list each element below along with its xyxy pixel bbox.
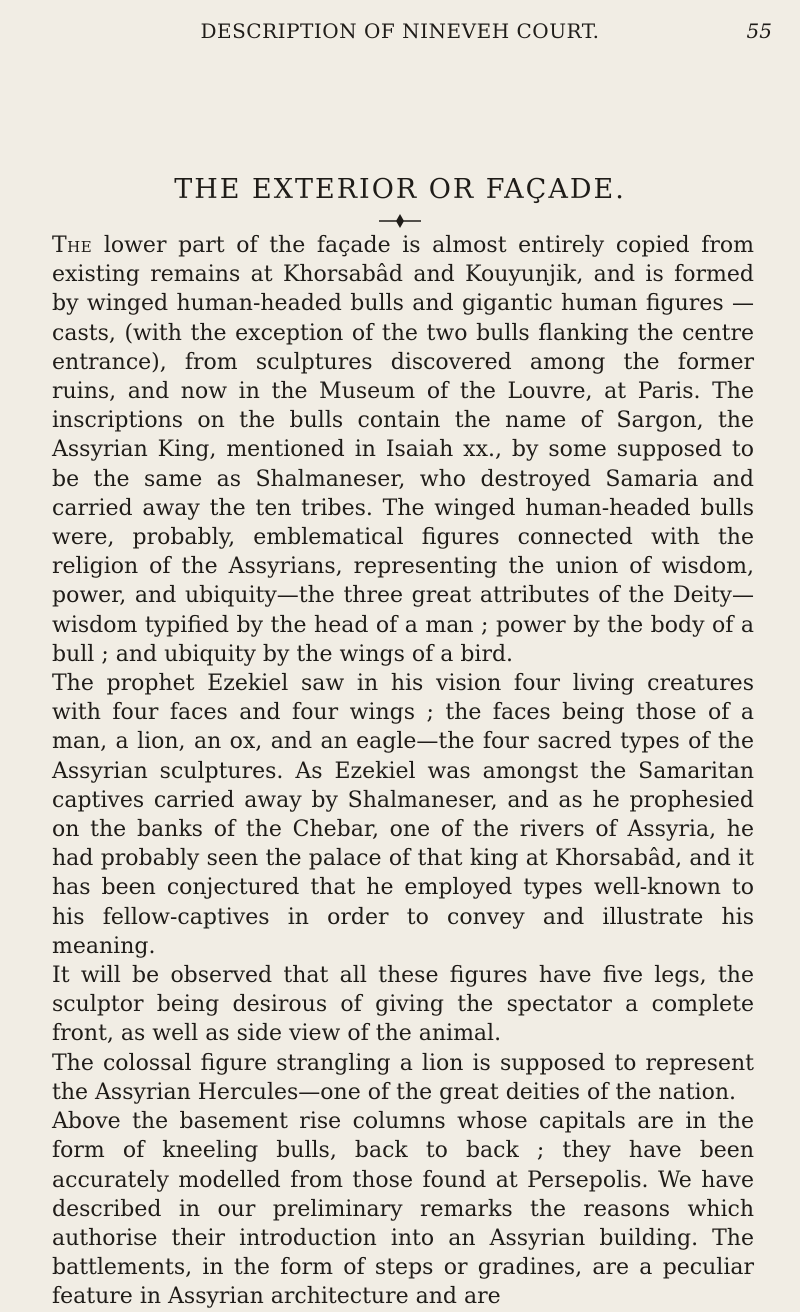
running-title: DESCRIPTION OF NINEVEH COURT. — [200, 19, 600, 43]
paragraph-3 — [52, 961, 754, 1049]
paragraph-5 — [52, 1107, 754, 1311]
section-title: THE EXTERIOR OR FAÇADE. — [174, 174, 626, 205]
paragraph-4 — [52, 1049, 754, 1107]
paragraph-1 — [52, 231, 754, 669]
paragraph-text: The colossal figure strangling a lion is supposed to represent the Assyrian Hercules—one of the great deities of the nation. — [52, 1050, 754, 1105]
diamond-rule-ornament-icon — [0, 209, 800, 233]
paragraph-text: Above the basement rise columns whose capitals are in the form of kneeling bulls, back to back ; they have been accurately modelled from those found at Persepolis. We have described in our preliminary remarks the reasons which authorise their introduction into an Assyrian building. The battlements, in the form of steps or gradines, are a peculiar feature in Assyrian architecture and are — [52, 1109, 754, 1310]
page-number: 55 — [746, 19, 772, 43]
paragraph-text: lower part of the façade is almost entirely copied from existing remains at Khorsabâd and Kouyunjik, and is formed by winged human-headed bulls and gigantic human figures — casts, (with the exception of the two bulls flanking the centre entrance), from sculptures discovered among the former ruins, and now in the Museum of the Louvre, at Paris. The inscriptions on the bulls contain the name of Sargon, the Assyrian King, mentioned in Isaiah xx., by some supposed to be the same as Shalmaneser, who destroyed Samaria and carried away the ten tribes. The winged human-headed bulls were, probably, emblematical figures connected with the religion of the Assyrians, representing the union of wisdom, power, and ubiquity—the three great attributes of the Deity—wisdom typified by the head of a man ; power by the body of a bull ; and ubiquity by the wings of a bird. — [52, 233, 754, 667]
paragraph-2 — [52, 669, 754, 961]
paragraph-text: The prophet Ezekiel saw in his vision four living creatures with four faces and four wings ; the faces being those of a man, a lion, an ox, and an eagle—the four sacred types of the Assyrian sculptures. As Ezekiel was amongst the Samaritan captives carried away by Shalmaneser, and as he prophesied on the banks of the Chebar, one of the rivers of Assyria, he had probably seen the palace of that king at Khorsabâd, and it has been conjectured that he employed types well-known to his fellow-captives in order to convey and illustrate his meaning. — [52, 671, 754, 959]
paragraph-lead: The — [52, 233, 93, 258]
body-text — [52, 231, 754, 1312]
running-header — [0, 16, 800, 46]
paragraph-text: It will be observed that all these figures have five legs, the sculptor being desirous of giving the spectator a complete front, as well as side view of the animal. — [52, 963, 754, 1047]
